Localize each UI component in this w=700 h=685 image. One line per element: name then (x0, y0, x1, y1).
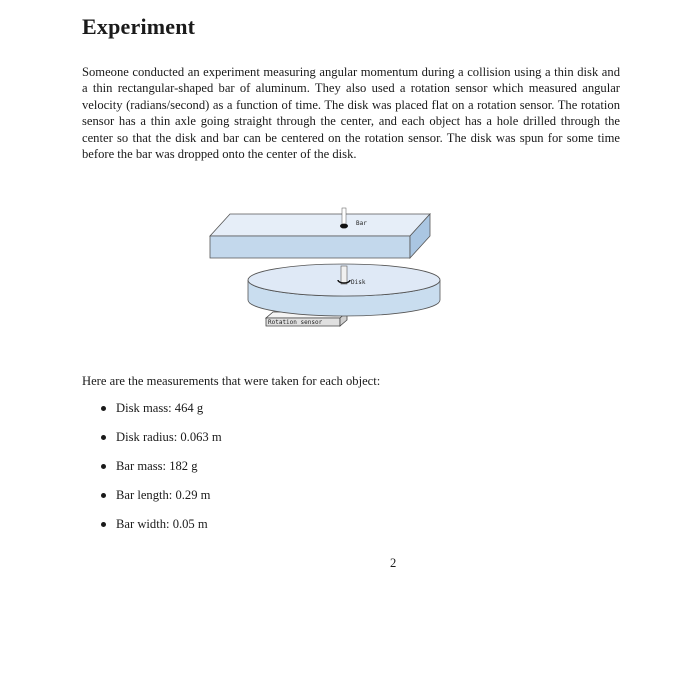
measurement-label: Disk mass: (116, 401, 172, 415)
disk-label: Disk (351, 279, 366, 286)
list-item (100, 400, 222, 429)
bullet-icon (101, 435, 106, 440)
experiment-paragraph: Someone conducted an experiment measuring angular momentum during a collision using a thin disk and a thin rectangular-shaped bar of aluminum. They also used a rotation sensor which measured angular velocity (radians/second) as a function of time. The disk was placed flat on a rotation sensor. The rotation sensor has a thin axle going straight through the center, and each object has a hole drilled through the center so that the disk and bar can be centered on the rotation sensor. The disk was spun for some time before the bar was dropped onto the center of the disk. (82, 65, 620, 162)
measurement-label: Disk radius: (116, 430, 178, 444)
apparatus-diagram (200, 200, 460, 340)
bullet-icon (101, 406, 106, 411)
bullet-icon (101, 522, 106, 527)
measurement-value: 0.05 m (172, 517, 208, 531)
bullet-icon (101, 464, 106, 469)
list-item (100, 487, 222, 516)
apparatus-figure (200, 200, 460, 340)
measurement-value: 0.29 m (175, 488, 211, 502)
bar-hole (340, 224, 348, 229)
list-item (100, 516, 222, 545)
measurement-label: Bar length: (116, 488, 173, 502)
measurements-list (100, 400, 222, 545)
bar-top (210, 214, 430, 236)
measurement-label: Bar width: (116, 517, 170, 531)
bullet-icon (101, 493, 106, 498)
list-item (100, 429, 222, 458)
measurement-value: 464 g (174, 401, 204, 415)
measurement-value: 0.063 m (180, 430, 222, 444)
bar-label: Bar (356, 220, 367, 227)
section-title: Experiment (82, 14, 196, 39)
measurement-label: Bar mass: (116, 459, 167, 473)
page-number: 2 (390, 556, 397, 570)
measurement-value: 182 g (169, 459, 198, 473)
measurements-intro: Here are the measurements that were taken for each object: (82, 374, 381, 388)
list-item (100, 458, 222, 487)
sensor-label: Rotation sensor (268, 319, 323, 326)
bar-front (210, 236, 410, 258)
axle (341, 266, 347, 284)
